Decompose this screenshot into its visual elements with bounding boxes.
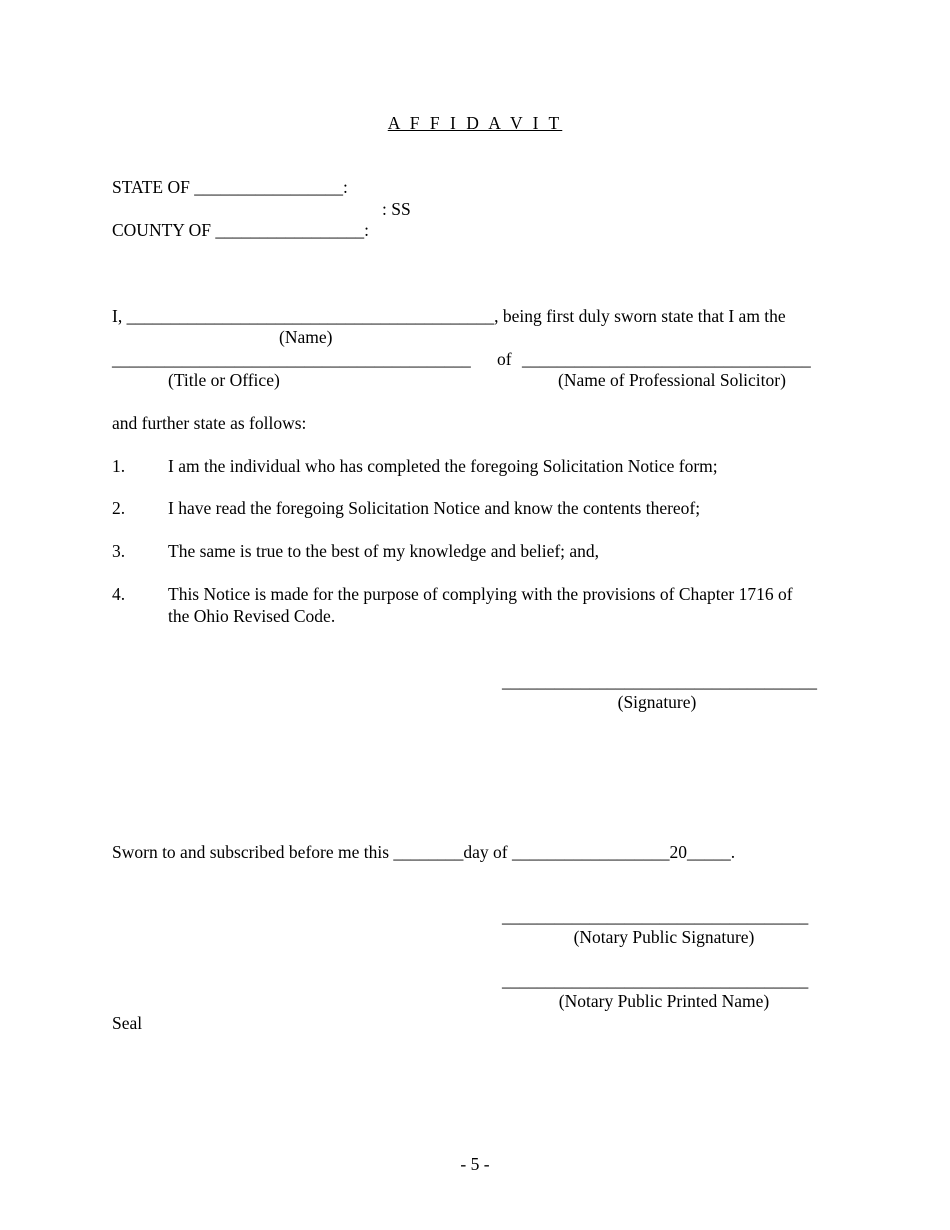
title-office-blank: _________________________________________ [112, 349, 471, 369]
statement-number: 4. [112, 584, 126, 604]
document-title: A F F I D A V I T [387, 113, 563, 133]
statement-number: 1. [112, 456, 126, 476]
county-of-line: COUNTY OF _________________: [112, 220, 369, 240]
signature-caption: (Signature) [617, 692, 697, 712]
page-number: - 5 - [460, 1154, 490, 1174]
signature-line: ____________________________________ [502, 671, 817, 691]
statement-text: I am the individual who has completed the foregoing Solicitation Notice form; [168, 456, 718, 476]
ss-marker: : SS [382, 199, 411, 219]
notary-signature-line: ___________________________________ [502, 906, 809, 926]
statement-number: 2. [112, 498, 126, 518]
of-word: of [497, 349, 512, 369]
notary-name-caption: (Notary Public Printed Name) [558, 991, 770, 1011]
statement-text: The same is true to the best of my knowledge and belief; and, [168, 541, 600, 561]
statement-text: This Notice is made for the purpose of complying with the provisions of Chapter 1716 of [168, 584, 793, 604]
state-of-line: STATE OF _________________: [112, 177, 348, 197]
statement-text: I have read the foregoing Solicitation Notice and know the contents thereof; [168, 498, 701, 518]
notary-name-line: ___________________________________ [502, 970, 809, 990]
seal-label: Seal [112, 1013, 143, 1033]
title-office-caption: (Title or Office) [168, 370, 280, 390]
sworn-statement: Sworn to and subscribed before me this ________day of __________________20_____. [112, 842, 736, 862]
further-state-text: and further state as follows: [112, 413, 307, 433]
solicitor-caption: (Name of Professional Solicitor) [558, 370, 786, 390]
statement-text-continued: the Ohio Revised Code. [168, 606, 336, 626]
declarant-name-line: I, __________________________________________, being first duly sworn state that I am the [112, 306, 786, 326]
solicitor-name-blank: _________________________________ [522, 349, 811, 369]
notary-signature-caption: (Notary Public Signature) [573, 927, 755, 947]
statement-number: 3. [112, 541, 126, 561]
name-caption: (Name) [279, 327, 333, 347]
